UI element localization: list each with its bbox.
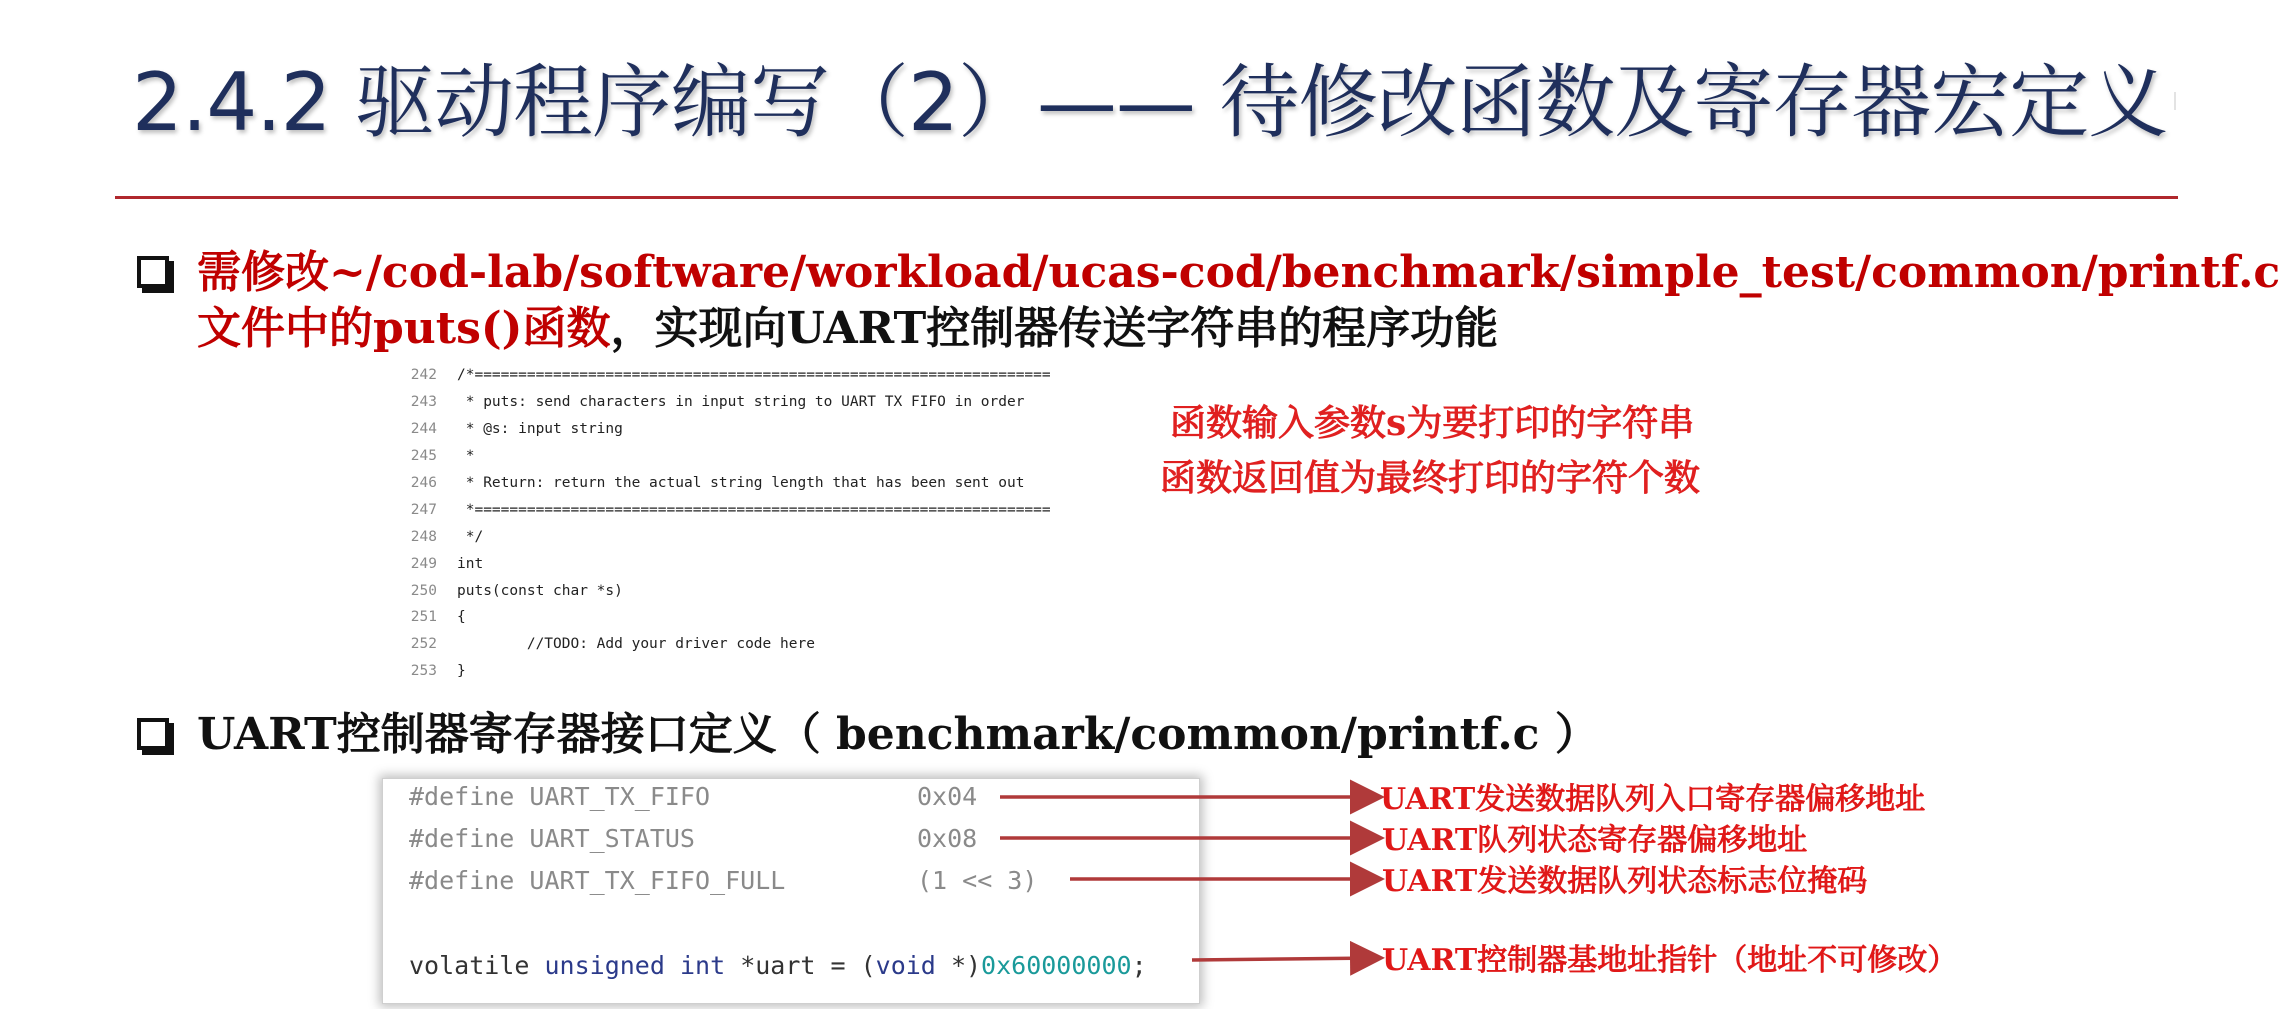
line-number: 253 — [410, 663, 437, 680]
define-keyword: #define — [409, 866, 515, 895]
define-keyword: #define — [409, 824, 515, 853]
code-text: * Return: return the actual string length that has been sent out — [457, 475, 1025, 491]
note-return-value: 函数返回值为最终打印的字符个数 — [1160, 457, 1701, 499]
line-number: 250 — [410, 582, 437, 599]
macro-name: UART_TX_FIFO — [529, 782, 711, 811]
slide-title: 2.4.2 驱动程序编写（2）—— 待修改函数及寄存器宏定义 — [132, 56, 2168, 149]
bullet1-line2-rest: ，实现向UART控制器传送字符串的程序功能 — [610, 303, 1499, 354]
macro-value-text: 0x04 — [917, 782, 978, 811]
line-number: 247 — [410, 501, 437, 518]
code-text: * @s: input string — [457, 421, 623, 438]
code-text: } — [457, 663, 466, 680]
cast-end: *) — [950, 951, 982, 980]
pointer-decl-text: *uart = ( — [740, 951, 876, 980]
void-keyword: void — [875, 951, 936, 980]
define-keyword: #define — [409, 782, 515, 811]
line-number: 246 — [410, 475, 437, 491]
line-number: 244 — [410, 421, 437, 438]
semicolon: ; — [1131, 951, 1147, 980]
line-number: 242 — [410, 367, 437, 384]
line-number: 245 — [410, 448, 437, 465]
arrow-base-addr — [1192, 958, 1378, 960]
bullet2-text: UART控制器寄存器接口定义（ benchmark/common/printf.c ） — [197, 709, 1599, 760]
code-text: puts(const char *s) — [457, 582, 623, 599]
bullet1-line1: 需修改~/cod-lab/software/workload/ucas-cod/benchmark/simple_test/common/printf.c — [197, 247, 2281, 298]
code-text: int — [457, 555, 484, 572]
code-text: /*================================================================== — [457, 367, 1051, 384]
line-number: 252 — [410, 636, 437, 653]
label-tx-fifo: UART发送数据队列入口寄存器偏移地址 — [1380, 782, 1926, 817]
bullet1-line2-highlight: 文件中的puts()函数 — [197, 303, 611, 354]
line-number: 243 — [410, 394, 437, 411]
label-status: UART队列状态寄存器偏移地址 — [1382, 823, 1808, 858]
line-number: 248 — [410, 528, 437, 545]
code-text: */ — [457, 528, 484, 545]
code-text: * — [457, 448, 475, 465]
macro-name: UART_TX_FIFO_FULL — [529, 866, 786, 895]
line-number: 251 — [410, 609, 437, 626]
note-input-param: 函数输入参数s为要打印的字符串 — [1170, 402, 1695, 444]
int-keyword: int — [679, 951, 726, 980]
macro-name: UART_STATUS — [529, 824, 695, 853]
macro-value-text: (1 << 3) — [917, 866, 1038, 895]
label-base-pointer: UART控制器基地址指针（地址不可修改） — [1382, 943, 1958, 978]
unsigned-keyword: unsigned — [544, 951, 665, 980]
code-text: *================================================================== — [457, 501, 1051, 518]
code-text: //TODO: Add your driver code here — [457, 636, 815, 653]
label-fifo-full: UART发送数据队列状态标志位掩码 — [1382, 864, 1868, 899]
volatile-keyword: volatile — [409, 951, 530, 980]
base-address: 0x60000000 — [981, 951, 1132, 980]
code-text: { — [457, 609, 466, 626]
line-number: 249 — [410, 555, 437, 572]
code-text: * puts: send characters in input string to UART TX FIFO in order — [457, 394, 1025, 411]
macro-value-text: 0x08 — [917, 824, 978, 853]
